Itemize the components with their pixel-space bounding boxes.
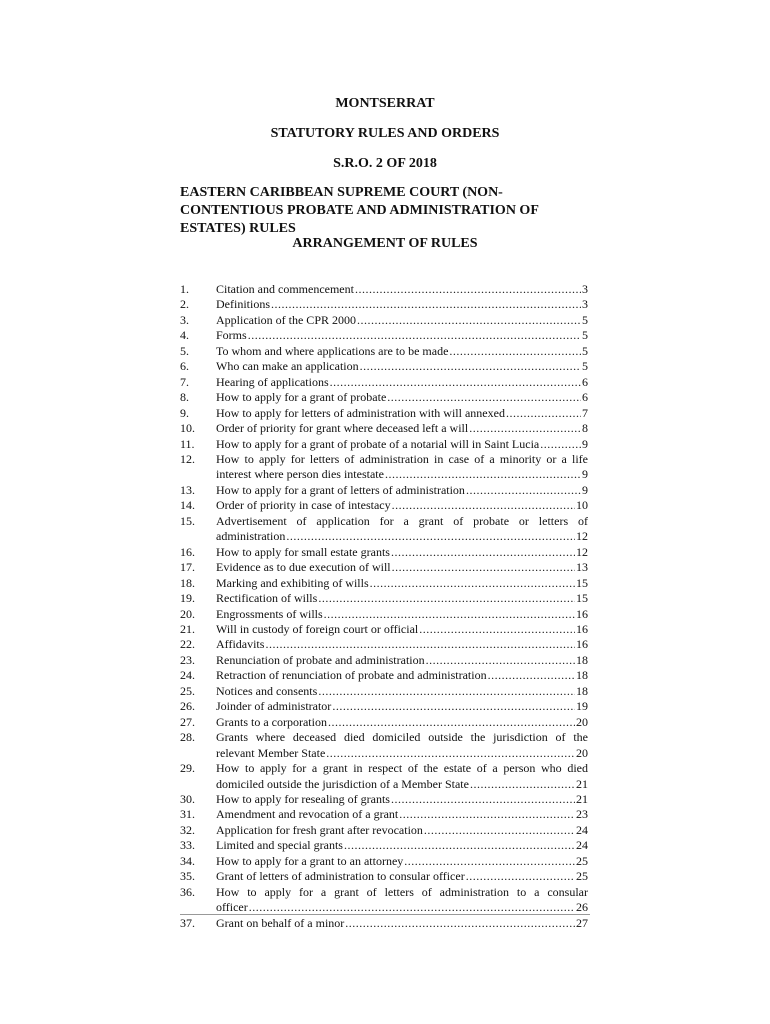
dot-leader xyxy=(385,467,581,482)
toc-entry-label: Renunciation of probate and administration xyxy=(216,652,425,667)
toc-entry-number: 19. xyxy=(180,591,195,606)
toc-entry-label: Grant on behalf of a minor xyxy=(216,915,345,930)
toc-entry-page: 25 xyxy=(576,853,588,868)
toc-entry[interactable] xyxy=(180,297,588,312)
toc-entry-page: 12 xyxy=(576,544,588,559)
toc-entry-page: 8 xyxy=(582,421,588,436)
toc-entry-page: 3 xyxy=(582,297,588,312)
toc-entry-number: 27. xyxy=(180,714,195,729)
dot-leader xyxy=(360,359,581,374)
toc-entry[interactable] xyxy=(180,715,588,730)
toc-entry-number: 1. xyxy=(180,282,189,296)
toc-entry[interactable] xyxy=(180,282,588,297)
toc-entry[interactable] xyxy=(180,684,588,699)
toc-entry[interactable] xyxy=(180,390,588,405)
dot-leader xyxy=(326,746,575,761)
toc-entry-number: 37. xyxy=(180,915,195,930)
toc-entry[interactable] xyxy=(180,375,588,390)
series-heading: STATUTORY RULES AND ORDERS xyxy=(270,126,500,141)
dot-leader xyxy=(392,560,575,575)
toc-entry[interactable] xyxy=(180,869,588,884)
dot-leader xyxy=(318,684,575,699)
dot-leader xyxy=(324,607,575,622)
toc-entry-label: Limited and special grants xyxy=(216,838,343,853)
toc-entry-label: Order of priority in case of intestacy xyxy=(216,498,391,513)
toc-entry[interactable] xyxy=(180,344,588,359)
toc-entry-page: 9 xyxy=(582,436,588,451)
dot-leader xyxy=(344,838,575,853)
toc-entry-number: 10. xyxy=(180,421,195,436)
toc-entry[interactable] xyxy=(180,452,588,483)
dot-leader xyxy=(355,282,581,297)
dot-leader xyxy=(466,869,575,884)
dot-leader xyxy=(391,545,575,560)
dot-leader xyxy=(469,421,581,436)
toc-entry-page: 18 xyxy=(576,683,588,698)
toc-entry-page: 24 xyxy=(576,838,588,853)
toc-entry-number: 17. xyxy=(180,560,195,575)
toc-entry-number: 25. xyxy=(180,683,195,698)
toc-entry[interactable] xyxy=(180,313,588,328)
toc-entry-number: 18. xyxy=(180,575,195,590)
toc-entry[interactable] xyxy=(180,622,588,637)
toc-entry[interactable] xyxy=(180,699,588,714)
toc-entry-label: interest where person dies intestate xyxy=(216,467,384,482)
toc-entry[interactable] xyxy=(180,514,588,545)
toc-entry-page: 15 xyxy=(576,591,588,606)
toc-entry-number: 14. xyxy=(180,498,195,513)
dot-leader xyxy=(404,854,575,869)
toc-entry-label: How to apply for resealing of grants xyxy=(216,791,390,806)
toc-entry-number: 22. xyxy=(180,637,195,652)
toc-entry-number: 24. xyxy=(180,668,195,683)
toc-entry-page: 9 xyxy=(582,467,588,482)
dot-leader xyxy=(426,653,575,668)
toc-entry-page: 16 xyxy=(576,637,588,652)
toc-entry-label: domiciled outside the jurisdiction of a Member State xyxy=(216,776,469,791)
toc-entry-page: 7 xyxy=(582,405,588,420)
toc-entry[interactable] xyxy=(180,421,588,436)
toc-entry-number: 3. xyxy=(180,312,189,327)
toc-entry-page: 24 xyxy=(576,822,588,837)
toc-entry-label: Application of the CPR 2000 xyxy=(216,312,356,327)
toc-entry[interactable] xyxy=(180,885,588,916)
toc-entry-number: 26. xyxy=(180,699,195,714)
toc-entry[interactable] xyxy=(180,483,588,498)
dot-leader xyxy=(286,529,575,544)
toc-entry-label: Hearing of applications xyxy=(216,374,329,389)
toc-entry-page: 20 xyxy=(576,714,588,729)
toc-entry-label: How to apply for a grant of letters of administration xyxy=(216,482,465,497)
dot-leader xyxy=(470,777,575,792)
dot-leader xyxy=(506,406,581,421)
toc-entry-page: 12 xyxy=(576,529,588,544)
dot-leader xyxy=(399,807,575,822)
toc-entry-page: 5 xyxy=(582,359,588,374)
toc-entry[interactable] xyxy=(180,761,588,792)
toc-entry-number: 12. xyxy=(180,451,195,466)
toc-entry-page: 6 xyxy=(582,374,588,389)
toc-entry-label: Forms xyxy=(216,328,247,343)
toc-entry-number: 15. xyxy=(180,513,195,528)
toc-entry[interactable] xyxy=(180,607,588,622)
toc-entry-label: Grants to a corporation xyxy=(216,714,327,729)
toc-entry-page: 5 xyxy=(582,328,588,343)
toc-entry-page: 21 xyxy=(576,776,588,791)
dot-leader xyxy=(271,297,581,312)
footer-divider xyxy=(180,914,590,915)
toc-entry-page: 16 xyxy=(576,621,588,636)
toc-entry-label: Application for fresh grant after revocation xyxy=(216,822,423,837)
toc-entry-label: To whom and where applications are to be made xyxy=(216,343,449,358)
toc-entry[interactable] xyxy=(180,560,588,575)
toc-entry-label: How to apply for small estate grants xyxy=(216,544,390,559)
toc-entry-label: How to apply for a grant to an attorney xyxy=(216,853,404,868)
toc-entry-label: Will in custody of foreign court or official xyxy=(216,621,419,636)
toc-entry-label-first-line: How to apply for a grant of letters of administration to a consular xyxy=(216,884,588,899)
order-number: S.R.O. 2 OF 2018 xyxy=(333,156,437,171)
toc-entry-page: 16 xyxy=(576,606,588,621)
toc-entry-number: 11. xyxy=(180,436,195,451)
toc-entry-label: relevant Member State xyxy=(216,745,326,760)
toc-entry-number: 32. xyxy=(180,822,195,837)
toc-entry-number: 31. xyxy=(180,807,195,822)
arrangement-heading: ARRANGEMENT OF RULES xyxy=(292,236,478,251)
toc-entry[interactable] xyxy=(180,916,588,931)
dot-leader xyxy=(392,498,575,513)
toc-entry-page: 9 xyxy=(582,482,588,497)
toc-entry-number: 8. xyxy=(180,390,189,405)
toc-entry[interactable] xyxy=(180,359,588,374)
toc-entry[interactable] xyxy=(180,591,588,606)
dot-leader xyxy=(357,313,581,328)
toc-entry-page: 3 xyxy=(582,282,588,296)
toc-entry-page: 10 xyxy=(576,498,588,513)
toc-entry-number: 6. xyxy=(180,359,189,374)
toc-entry-label: Grant of letters of administration to consular officer xyxy=(216,869,465,884)
toc-entry-number: 5. xyxy=(180,343,189,358)
toc-entry-number: 29. xyxy=(180,761,195,776)
toc-entry-number: 33. xyxy=(180,838,195,853)
toc-entry-number: 7. xyxy=(180,374,189,389)
dot-leader xyxy=(449,344,581,359)
toc-entry-label: Who can make an application xyxy=(216,359,359,374)
toc-entry-label-first-line: How to apply for letters of administration in case of a minority or a life xyxy=(216,451,588,466)
toc-entry[interactable] xyxy=(180,545,588,560)
toc-entry-page: 18 xyxy=(576,652,588,667)
toc-entry-number: 36. xyxy=(180,884,195,899)
toc-entry-label: administration xyxy=(216,529,286,544)
toc-entry[interactable] xyxy=(180,730,588,761)
dot-leader xyxy=(419,622,575,637)
toc-entry[interactable] xyxy=(180,792,588,807)
toc-entry[interactable] xyxy=(180,576,588,591)
toc-entry-label-first-line: Advertisement of application for a grant of probate or letters of xyxy=(216,513,588,528)
country-heading: MONTSERRAT xyxy=(335,96,435,111)
toc-entry-page: 5 xyxy=(582,312,588,327)
dot-leader xyxy=(391,792,575,807)
toc-entry-number: 4. xyxy=(180,328,189,343)
toc-entry[interactable] xyxy=(180,406,588,421)
toc-entry-number: 28. xyxy=(180,730,195,745)
toc-entry[interactable] xyxy=(180,437,588,452)
dot-leader xyxy=(345,916,575,931)
toc-entry[interactable] xyxy=(180,854,588,869)
toc-entry[interactable] xyxy=(180,328,588,343)
dot-leader xyxy=(248,328,581,343)
dot-leader xyxy=(265,637,575,652)
toc-entry-page: 13 xyxy=(576,560,588,575)
toc-entry[interactable] xyxy=(180,823,588,838)
toc-entry-page: 25 xyxy=(576,869,588,884)
toc-entry-page: 6 xyxy=(582,390,588,405)
toc-entry-label: Joinder of administrator xyxy=(216,699,332,714)
toc-entry-label: Amendment and revocation of a grant xyxy=(216,807,399,822)
toc-entry-page: 26 xyxy=(576,900,588,915)
toc-entry-label: How to apply for a grant of probate of a notarial will in Saint Lucia xyxy=(216,436,540,451)
dot-leader xyxy=(328,715,575,730)
toc-entry[interactable] xyxy=(180,807,588,822)
toc-entry-label: Engrossments of wills xyxy=(216,606,323,621)
toc-entry-label: Affidavits xyxy=(216,637,265,652)
toc-entry-page: 23 xyxy=(576,807,588,822)
toc-entry-number: 9. xyxy=(180,405,189,420)
toc-entry-label: Notices and consents xyxy=(216,683,318,698)
rules-title: EASTERN CARIBBEAN SUPREME COURT (NON-CONTENTIOUS PROBATE AND ADMINISTRATION OF ESTATES) RULES xyxy=(180,185,539,236)
toc-entry-label: Marking and exhibiting of wills xyxy=(216,575,369,590)
toc-entry[interactable] xyxy=(180,668,588,683)
toc-entry-number: 13. xyxy=(180,482,195,497)
dot-leader xyxy=(540,437,581,452)
toc-entry-number: 21. xyxy=(180,621,195,636)
toc-entry-label: How to apply for a grant of probate xyxy=(216,390,387,405)
toc-entry-page: 18 xyxy=(576,668,588,683)
dot-leader xyxy=(466,483,581,498)
dot-leader xyxy=(332,699,575,714)
toc-entry-number: 34. xyxy=(180,853,195,868)
toc-entry-page: 20 xyxy=(576,745,588,760)
toc-entry-label: officer xyxy=(216,900,248,915)
toc-entry-number: 20. xyxy=(180,606,195,621)
dot-leader xyxy=(330,375,581,390)
toc-entry-number: 35. xyxy=(180,869,195,884)
dot-leader xyxy=(318,591,575,606)
toc-entry-number: 23. xyxy=(180,652,195,667)
toc-entry-label: How to apply for letters of administration with will annexed xyxy=(216,405,505,420)
toc-entry-page: 15 xyxy=(576,575,588,590)
toc-entry-label: Definitions xyxy=(216,297,270,312)
toc-entry-label: Order of priority for grant where deceased left a will xyxy=(216,421,469,436)
toc-entry-number: 2. xyxy=(180,297,189,312)
toc-entry-label-first-line: How to apply for a grant in respect of the estate of a person who died xyxy=(216,761,588,776)
toc-entry-number: 16. xyxy=(180,544,195,559)
toc-entry-label: Citation and commencement xyxy=(216,282,354,296)
toc-entry[interactable] xyxy=(180,498,588,513)
toc-entry-page: 19 xyxy=(576,699,588,714)
table-of-contents xyxy=(180,282,588,931)
toc-entry-page: 21 xyxy=(576,791,588,806)
toc-entry-number: 30. xyxy=(180,791,195,806)
toc-entry[interactable] xyxy=(180,653,588,668)
dot-leader xyxy=(424,823,575,838)
toc-entry[interactable] xyxy=(180,637,588,652)
toc-entry-label-first-line: Grants where deceased died domiciled outside the jurisdiction of the xyxy=(216,730,588,745)
toc-entry-label: Retraction of renunciation of probate and administration xyxy=(216,668,487,683)
toc-entry[interactable] xyxy=(180,838,588,853)
toc-entry-label: Evidence as to due execution of will xyxy=(216,560,391,575)
dot-leader xyxy=(488,668,575,683)
dot-leader xyxy=(370,576,575,591)
dot-leader xyxy=(387,390,581,405)
toc-entry-page: 27 xyxy=(576,915,588,930)
toc-entry-page: 5 xyxy=(582,343,588,358)
toc-entry-label: Rectification of wills xyxy=(216,591,318,606)
